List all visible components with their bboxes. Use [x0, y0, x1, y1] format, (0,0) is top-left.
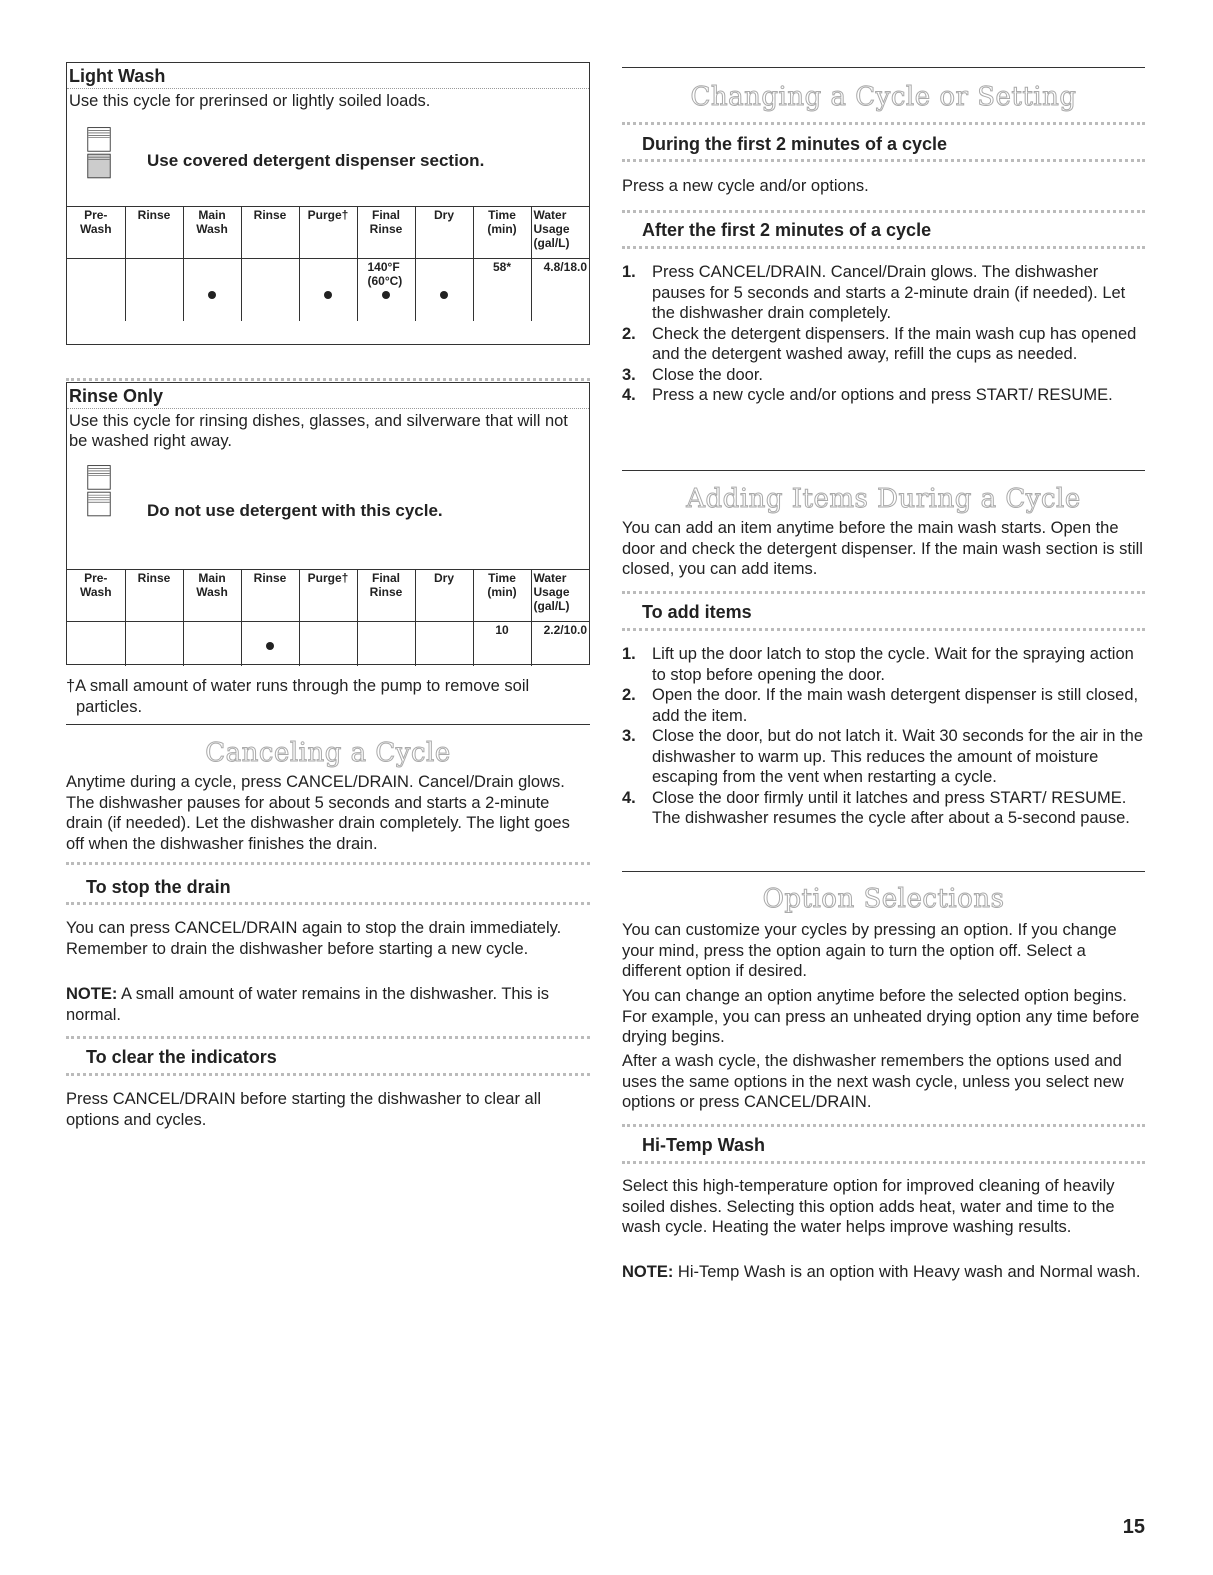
- divider: [622, 210, 1145, 213]
- cell-prewash: [67, 622, 125, 666]
- header-mainwash: Main Wash: [183, 207, 241, 259]
- divider: [622, 246, 1145, 249]
- list-item-number: 2.: [622, 324, 636, 343]
- stop-drain-body: You can press CANCEL/DRAIN again to stop the drain immediately. Remember to drain the dishwasher before starting a new cycle.: [66, 919, 562, 958]
- divider: [622, 122, 1145, 125]
- list-item-number: 1.: [622, 645, 636, 663]
- cell-prewash: [67, 259, 125, 321]
- cell-mainwash: [183, 259, 241, 321]
- divider: [622, 1161, 1145, 1164]
- light-wash-description: Use this cycle for prerinsed or lightly soiled loads.: [69, 92, 431, 110]
- header-purge: Purge†: [299, 570, 357, 622]
- clear-indicators-heading: To clear the indicators: [86, 1047, 277, 1067]
- rinse-only-box: [66, 382, 590, 665]
- cycle-step-dot: [324, 291, 332, 299]
- canceling-section-title: Canceling a Cycle: [205, 738, 451, 768]
- cell-rinse2: [241, 622, 299, 666]
- cell-rinse: [125, 259, 183, 321]
- cell-time: 58*: [473, 259, 531, 321]
- table-header-row: [67, 207, 589, 259]
- cell-time: 10: [473, 622, 531, 666]
- change-steps-list: [622, 262, 1145, 406]
- list-item: [622, 685, 1145, 726]
- divider: [622, 470, 1145, 471]
- hi-temp-heading: Hi-Temp Wash: [642, 1135, 766, 1155]
- canceling-body: Anytime during a cycle, press CANCEL/DRAIN. Cancel/Drain glows. The dishwasher pauses for about 5 seconds and starts a 2-minute drain (if needed). Let the dishwasher drain completely. The light goes off when the dishwasher finishes the drain.: [66, 773, 570, 853]
- cycle-step-dot: [440, 291, 448, 299]
- header-rinse2: Rinse: [241, 570, 299, 622]
- after-two-minutes-heading: After the first 2 minutes of a cycle: [642, 220, 932, 240]
- divider: [622, 871, 1145, 872]
- header-dry: Dry: [415, 207, 473, 259]
- footnote: †A small amount of water runs through the pump to remove soil particles.: [66, 677, 530, 716]
- cell-finalrinse: [357, 622, 415, 666]
- list-item: [622, 365, 1145, 386]
- cell-dry: [415, 259, 473, 321]
- rinse-only-title: Rinse Only: [67, 383, 589, 409]
- note-text: Hi-Temp Wash is an option with Heavy wash and Normal wash.: [673, 1263, 1141, 1281]
- table-row: [67, 622, 589, 666]
- rinse-only-detergent-note: Do not use detergent with this cycle.: [147, 501, 443, 520]
- header-time: Time (min): [473, 570, 531, 622]
- divider: [66, 1073, 590, 1076]
- no-detergent-dispenser-icon: [79, 465, 119, 517]
- options-paragraph-2: You can change an option anytime before the selected option begins. For example, you can press an unheated drying option any time before drying begins.: [622, 987, 1140, 1046]
- header-finalrinse: Final Rinse: [357, 570, 415, 622]
- list-item-text: Close the door.: [652, 365, 763, 384]
- header-prewash: Pre- Wash: [67, 207, 125, 259]
- stop-drain-heading: To stop the drain: [86, 877, 231, 897]
- page-number: 15: [1122, 1516, 1145, 1538]
- cell-rinse2: [241, 259, 299, 321]
- light-wash-title: Light Wash: [67, 63, 589, 89]
- list-item: [622, 644, 1145, 685]
- list-item-text: Open the door. If the main wash detergent dispenser is still closed, add the item.: [652, 686, 1139, 725]
- adding-body: You can add an item anytime before the main wash starts. Open the door and check the detergent dispenser. If the main wash section is still closed, you can add items.: [622, 519, 1143, 578]
- options-paragraph-1: You can customize your cycles by pressing an option. If you change your mind, press the option again to turn the option off. Select a different option if desired.: [622, 921, 1117, 980]
- divider: [622, 628, 1145, 631]
- table-header-row: [67, 570, 589, 622]
- light-wash-table: [67, 206, 589, 321]
- list-item-number: 4.: [622, 788, 636, 807]
- list-item-text: Press a new cycle and/or options and press START/ RESUME.: [652, 386, 1113, 404]
- header-rinse: Rinse: [125, 207, 183, 259]
- cycle-step-dot: [208, 291, 216, 299]
- cell-water: 2.2/10.0: [531, 622, 589, 666]
- note-text: A small amount of water remains in the dishwasher. This is normal.: [66, 985, 549, 1024]
- rinse-only-detergent-row: [67, 451, 589, 569]
- rinse-only-table: [67, 569, 589, 666]
- final-rinse-temperature: 140°F (60°C): [367, 260, 403, 288]
- changing-section-title: Changing a Cycle or Setting: [690, 82, 1077, 112]
- light-wash-detergent-note: Use covered detergent dispenser section.: [147, 151, 485, 170]
- list-item: [622, 726, 1145, 788]
- list-item-number: 3.: [622, 727, 636, 745]
- first-two-minutes-body: Press a new cycle and/or options.: [622, 177, 869, 195]
- divider: [66, 378, 590, 381]
- cell-rinse: [125, 622, 183, 666]
- divider: [622, 591, 1145, 594]
- header-finalrinse: Final Rinse: [357, 207, 415, 259]
- cycle-step-dot: [266, 642, 274, 650]
- header-water: Water Usage (gal/L): [531, 570, 589, 622]
- divider: [66, 902, 590, 905]
- list-item-number: 3.: [622, 365, 636, 384]
- covered-dispenser-icon: [79, 127, 119, 179]
- header-prewash: Pre- Wash: [67, 570, 125, 622]
- hi-temp-body: Select this high-temperature option for improved cleaning of heavily soiled dishes. Selecting this option adds heat, water and time to the wash cycle. Heating the water helps improve washing results.: [622, 1177, 1115, 1236]
- list-item-text: Press CANCEL/DRAIN. Cancel/Drain glows. The dishwasher pauses for 5 seconds and starts a 2-minute drain (if needed). Let the dishwasher drain completely.: [652, 263, 1126, 322]
- header-rinse2: Rinse: [241, 207, 299, 259]
- list-item-text: Check the detergent dispensers. If the main wash cup has opened and the detergent washed away, refill the cups as needed.: [652, 324, 1137, 363]
- options-section-title: Option Selections: [762, 884, 1005, 914]
- divider: [66, 724, 590, 725]
- list-item-text: Close the door firmly until it latches and press START/ RESUME. The dishwasher resumes the cycle after about a 5-second pause.: [652, 788, 1130, 827]
- list-item-number: 1.: [622, 263, 636, 281]
- cell-dry: [415, 622, 473, 666]
- adding-section-title: Adding Items During a Cycle: [686, 484, 1081, 514]
- header-mainwash: Main Wash: [183, 570, 241, 622]
- add-steps-list: [622, 644, 1145, 829]
- list-item-number: 2.: [622, 686, 636, 704]
- cell-purge: [299, 259, 357, 321]
- light-wash-detergent-row: [67, 111, 589, 206]
- note-label: NOTE:: [622, 1263, 674, 1281]
- cell-water: 4.8/18.0: [531, 259, 589, 321]
- list-item: [622, 788, 1145, 829]
- divider: [622, 159, 1145, 162]
- light-wash-box: [66, 62, 590, 345]
- header-rinse: Rinse: [125, 570, 183, 622]
- table-row: [67, 259, 589, 321]
- cell-finalrinse: [357, 259, 415, 321]
- list-item: [622, 385, 1145, 406]
- options-paragraph-3: After a wash cycle, the dishwasher remembers the options used and uses the same options in the next wash cycle, unless you select new options or press CANCEL/DRAIN.: [622, 1052, 1124, 1111]
- list-item: [622, 262, 1145, 324]
- rinse-only-description: Use this cycle for rinsing dishes, glasses, and silverware that will not be washed right away.: [69, 412, 568, 450]
- first-two-minutes-heading: During the first 2 minutes of a cycle: [642, 134, 948, 154]
- list-item: [622, 324, 1145, 365]
- header-purge: Purge†: [299, 207, 357, 259]
- list-item-number: 4.: [622, 386, 636, 404]
- header-dry: Dry: [415, 570, 473, 622]
- cell-mainwash: [183, 622, 241, 666]
- clear-indicators-body: Press CANCEL/DRAIN before starting the dishwasher to clear all options and cycles.: [66, 1090, 542, 1129]
- add-items-heading: To add items: [642, 602, 752, 622]
- note-label: NOTE:: [66, 985, 118, 1003]
- header-water: Water Usage (gal/L): [531, 207, 589, 259]
- cell-purge: [299, 622, 357, 666]
- list-item-text: Lift up the door latch to stop the cycle. Wait for the spraying action to stop before opening the door.: [652, 645, 1134, 684]
- stop-drain-note: [66, 984, 590, 1025]
- divider: [622, 1124, 1145, 1127]
- header-time: Time (min): [473, 207, 531, 259]
- divider: [66, 862, 590, 865]
- list-item-text: Close the door, but do not latch it. Wait 30 seconds for the air in the dishwasher to warm up. This reduces the amount of moisture escaping from the vent when restarting a cycle.: [652, 727, 1144, 786]
- divider: [622, 67, 1145, 68]
- cycle-step-dot: [382, 291, 390, 299]
- divider: [66, 1036, 590, 1039]
- hi-temp-note: [622, 1262, 1145, 1283]
